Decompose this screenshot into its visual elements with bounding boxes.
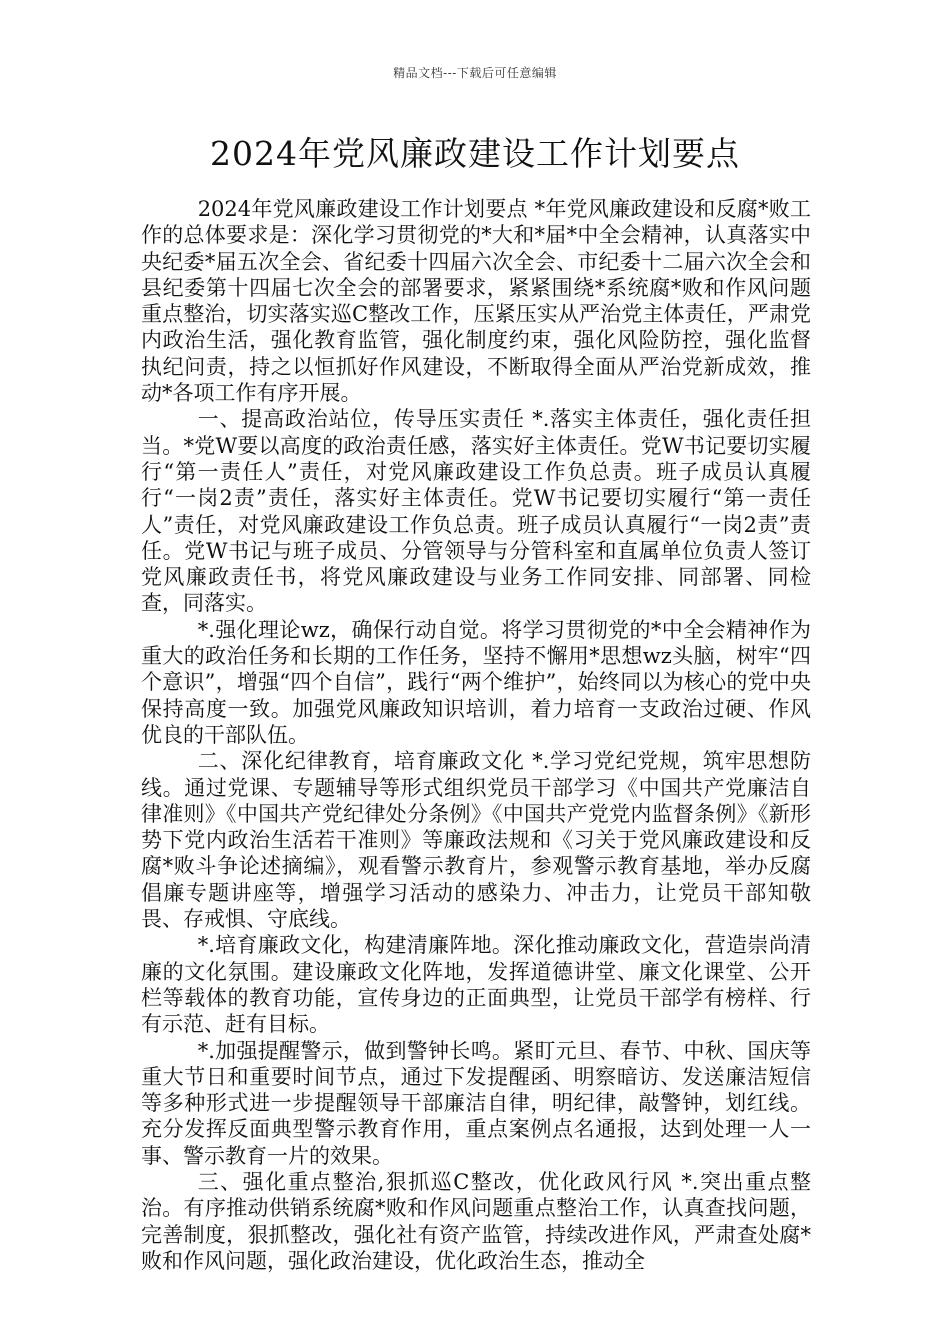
paragraph-warning: *.加强提醒警示，做到警钟长鸣。紧盯元旦、春节、中秋、国庆等重大节日和重要时间节点，通过下发提醒函、明察暗访、发送廉洁短信等多种形式进一步提醒领导干部廉洁自律，明纪律，敲警钟，划红线。充分发挥反面典型警示教育作用，重点案例点名通报，达到处理一人一事、警示教育一片的效果。 bbox=[141, 1038, 811, 1168]
document-body bbox=[141, 196, 811, 1274]
header-note: 精品文档---下载后可任意编辑 bbox=[393, 66, 557, 80]
paragraph-intro: 2024年党风廉政建设工作计划要点 *年党风廉政建设和反腐*败工作的总体要求是：深化学习贯彻党的*大和*届*中全会精神，认真落实中央纪委*届五次全会、省纪委十四届六次全会、市纪委十二届六次全会和县纪委第十四届七次全会的部署要求，紧紧围绕*系统腐*败和作风问题重点整治，切实落实巡C整改工作，压紧压实从严治党主体责任，严肃党内政治生活，强化教育监管，强化制度约束，强化风险防控，强化监督执纪问责，持之以恒抓好作风建设，不断取得全面从严治党新成效，推动*各项工作有序开展。 bbox=[141, 197, 811, 406]
paragraph-section-1: 一、提高政治站位，传导压实责任 *.落实主体责任，强化责任担当。*党W要以高度的政治责任感，落实好主体责任。党W书记要切实履行“第一责任人”责任，对党风廉政建设工作负总责。班子成员认真履行“一岗2责”责任，落实好主体责任。党W书记要切实履行“第一责任人”责任，对党风廉政建设工作负总责。班子成员认真履行“一岗2责”责任。党W书记与班子成员、分管领导与分管科室和直属单位负责人签订党风廉政责任书，将党风廉政建设与业务工作同安排、同部署、同检查，同落实。 bbox=[141, 407, 811, 616]
paragraph-theory: *.强化理论wz，确保行动自觉。将学习贯彻党的*中全会精神作为重大的政治任务和长期的工作任务，坚持不懈用*思想wz头脑，树牢“四个意识”，增强“四个自信”，践行“两个维护”，始终同以为核心的党中央保持高度一致。加强党风廉政知识培训，着力培育一支政治过硬、作风优良的干部队伍。 bbox=[141, 617, 811, 747]
paragraph-culture: *.培育廉政文化，构建清廉阵地。深化推动廉政文化，营造崇尚清廉的文化氛围。建设廉政文化阵地，发挥道德讲堂、廉文化课堂、公开栏等载体的教育功能，宣传身边的正面典型，让党员干部学有榜样、行有示范、赶有目标。 bbox=[141, 933, 811, 1037]
document-title: 2024年党风廉政建设工作计划要点 bbox=[210, 134, 740, 173]
paragraph-section-3: 三、强化重点整治,狠抓巡C整改，优化政风行风 *.突出重点整治。有序推动供销系统腐*败和作风问题重点整治工作，认真查找问题，完善制度，狠抓整改，强化社有资产监管，持续改进作风，严肃查处腐*败和作风问题，强化政治建设，优化政治生态，推动全 bbox=[141, 1169, 811, 1273]
paragraph-section-2: 二、深化纪律教育，培育廉政文化 *.学习党纪党规，筑牢思想防线。通过党课、专题辅导等形式组织党员干部学习《中国共产党廉洁自律准则》《中国共产党纪律处分条例》《中国共产党党内监督条例》《新形势下党内政治生活若干准则》等廉政法规和《习关于党风廉政建设和反腐*败斗争论述摘编》，观看警示教育片，参观警示教育基地，举办反腐倡廉专题讲座等，增强学习活动的感染力、冲击力，让党员干部知敬畏、存戒惧、守底线。 bbox=[141, 749, 811, 932]
